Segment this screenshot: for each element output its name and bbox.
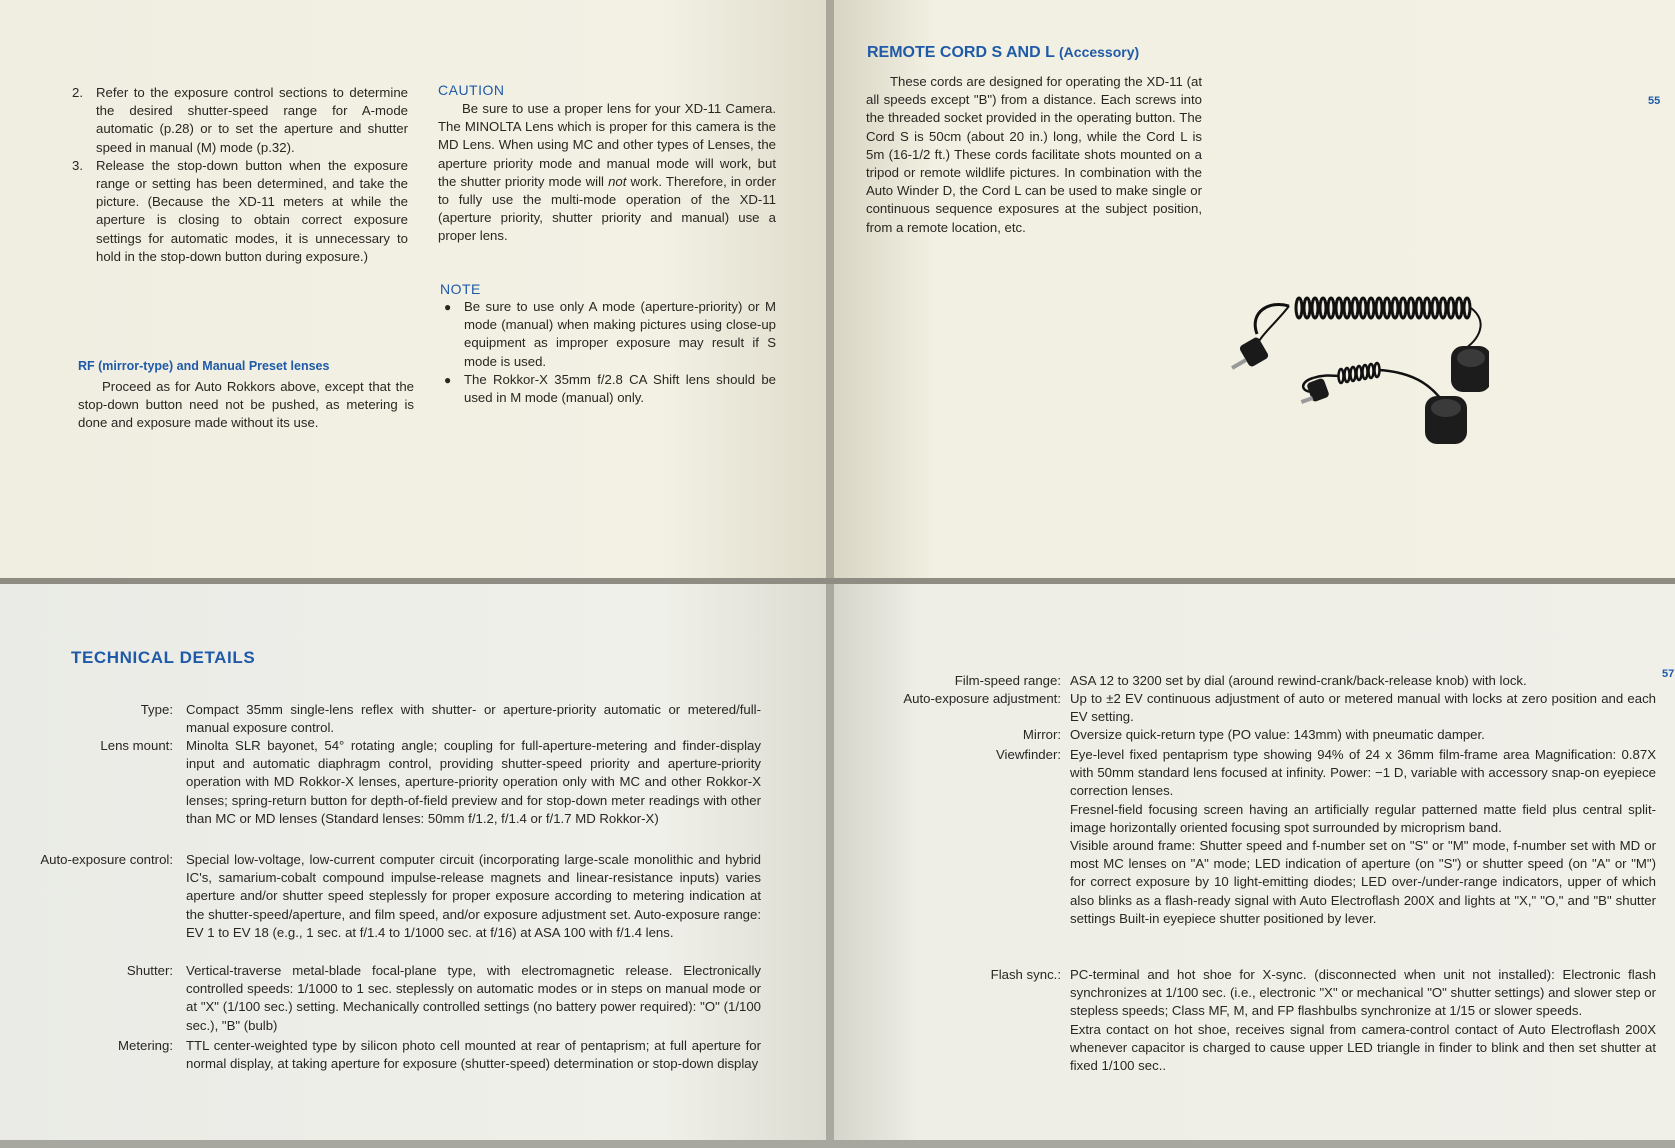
spec-value: TTL center-weighted type by silicon photo cell mounted at rear of pentaprism; at full aperture for normal display, at taking aperture for exposure (shutter-speed) determination or stop-down display	[186, 1038, 761, 1072]
spec-label: Auto-exposure control:	[40, 852, 173, 867]
spec-value: ASA 12 to 3200 set by dial (around rewind-crank/back-release knob) with lock.	[1070, 673, 1527, 688]
spec-value: PC-terminal and hot shoe for X-sync. (disconnected when unit not installed): Electronic flash synchronizes at 1/100 sec. (i.e., electronic "X" or mechanical "O" shutter settings) and slower step or stepless speeds; Class MF, M, and FP flashbulbs synchronize at 1/15 or slower speeds. Extra contact on hot shoe, receives signal from camera-control contact of Auto Electroflash 200X whenever capacitor is charged to cause upper LED triangle in finder to blink and then set shutter at fixed 1/100 sec..	[1070, 967, 1656, 1074]
spec-label: Metering:	[118, 1038, 173, 1053]
spec-label: Type:	[140, 702, 173, 717]
note-list	[440, 298, 776, 407]
list-item: 2. Refer to the exposure control sections to determine the desired shutter-speed range for A-mode automatic (p.28) or to set the aperture and shutter speed in manual (M) mode (p.32).	[72, 85, 408, 155]
spec-label: Viewfinder:	[996, 747, 1061, 762]
spec-value: Oversize quick-return type (PO value: 143mm) with pneumatic damper.	[1070, 727, 1485, 742]
spec-row-flash-sync	[834, 966, 1656, 1075]
spec-label: Film-speed range:	[954, 673, 1061, 688]
remote-cord-illustration	[1229, 292, 1489, 482]
spec-row-viewfinder	[834, 746, 1656, 928]
spec-row-metering	[0, 1037, 761, 1073]
spec-row-shutter	[0, 962, 761, 1035]
page-bottom-right	[834, 584, 1675, 1148]
spec-row-mirror	[834, 726, 1656, 744]
caution-body: Be sure to use a proper lens for your XD-11 Camera. The MINOLTA Lens which is proper for this camera is the MD Lens. When using MC and other types of Lenses, the aperture priority mode and manual mode will work, but the shutter priority mode will not work. Therefore, in order to fully use the multi-mode operation of the XD-11 (aperture priority, shutter priority and manual) use a proper lens.	[438, 101, 776, 244]
coil-cord-l	[1253, 298, 1481, 352]
step-text: Release the stop-down button when the exposure range or setting has been determined, and take the picture. (Because the XD-11 meters at while the aperture is closing to obtain correct exposure settings for automatic modes, it is unnecessary to hold in the stop-down button during exposure.)	[96, 157, 408, 264]
bullet-icon: ●	[444, 300, 452, 314]
rf-lenses-body: Proceed as for Auto Rokkors above, except that the stop-down button need not be pushed, as metering is done and exposure made without its use.	[78, 379, 414, 431]
page-bottom-left	[0, 584, 826, 1148]
release-button-icon	[1425, 396, 1467, 444]
spec-label: Lens mount:	[100, 738, 173, 753]
spec-row-type	[0, 701, 761, 737]
list-item: 3. Release the stop-down button when the exposure range or setting has been determined, and take the picture. (Because the XD-11 meters at while the aperture is closing to obtain correct exposure settings for automatic modes, it is unnecessary to hold in the stop-down button during exposure.)	[72, 157, 408, 264]
list-item: ● The Rokkor-X 35mm f/2.8 CA Shift lens should be used in M mode (manual) only.	[444, 371, 776, 406]
note-heading: NOTE	[440, 281, 481, 297]
rf-lenses-heading: RF (mirror-type) and Manual Preset lenses	[78, 359, 330, 373]
spec-label: Auto-exposure adjustment:	[903, 691, 1061, 706]
technical-details-heading: TECHNICAL DETAILS	[71, 648, 256, 667]
spec-value: Special low-voltage, low-current computer circuit (incorporating large-scale monolithic and hybrid IC's, samarium-cobalt compound impulse-release magnets and linear-resistance inputs) varies aperture and/or shutter speed steplessly for proper exposure according to metering indication at the shutter-speed/aperture, and film speed, and/or exposure adjustment set. Auto-exposure range: EV 1 to EV 18 (e.g., 1 sec. at f/1.4 to 1/1000 sec. at f/16) at ASA 100 with f/1.4 lens.	[186, 852, 761, 940]
spec-value: Compact 35mm single-lens reflex with shutter- or aperture-priority automatic or metered/full-manual exposure control.	[186, 702, 761, 736]
list-item: ● Be sure to use only A mode (aperture-priority) or M mode (manual) when making pictures using close-up equipment as improper exposure may result if S mode is used.	[444, 299, 776, 369]
caution-heading: CAUTION	[438, 82, 505, 98]
release-button-icon	[1451, 346, 1489, 392]
spec-value: Minolta SLR bayonet, 54° rotating angle; coupling for full-aperture-metering and finder-display input and automatic diaphragm control, providing shutter-speed priority and aperture-priority operation with MD Rokkor-X lenses, aperture-priority operation only with MC and other Rokkor-X lenses; spring-return button for depth-of-field preview and for stop-down meter readings with other than MC or MD lenses (Standard lenses: 50mm f/1.2, f/1.4 or f/1.7 MD Rokkor-X)	[186, 738, 761, 826]
page-number: 55	[1648, 95, 1661, 107]
spec-row-film-speed	[834, 672, 1656, 690]
spec-row-lens-mount	[0, 737, 761, 828]
scan-bottom-edge	[0, 1140, 1675, 1148]
step-text: Refer to the exposure control sections to determine the desired shutter-speed range for A-mode automatic (p.28) or to set the aperture and shutter speed in manual (M) mode (p.32).	[96, 85, 408, 155]
page-top-left	[0, 0, 826, 578]
spec-label: Flash sync.:	[990, 967, 1061, 982]
remote-cord-body: These cords are designed for operating the XD-11 (at all speeds except "B") from a distance. Each screws into the threaded socket provided in the operating button. The Cord S is 50cm (about 20 in.) long, while the Cord L is 5m (16-1/2 ft.) These cords facilitate shots mounted on a tripod or remote wildlife pictures. In combination with the Auto Winder D, the Cord L can be used to make single or continuous sequence exposures at the subject position, from a remote location, etc.	[866, 74, 1202, 235]
spec-label: Mirror:	[1022, 727, 1061, 742]
spec-value: Up to ±2 EV continuous adjustment of auto or metered manual with locks at zero position and each EV setting.	[1070, 691, 1656, 725]
binding-spine	[826, 584, 834, 1148]
spec-value: Eye-level fixed pentaprism type showing 94% of 24 x 36mm film-frame area Magnification: 0.87X with 50mm standard lens focused at infinity. Power: −1 D, variable with accessory snap-on eyepiece correction lenses. Fresnel-field focusing screen having an artificially regular patterned matte field plus central split-image horizontally oriented focusing spot surrounded by microprism band. Visible around frame: Shutter speed and f-number set on "S" or "M" mode, f-number set with MD or most MC lenses on "A" mode; LED indication of aperture (on "S") or shutter speed (on "A" or "M") for correct exposure by 10 light-emitting diodes; LED over-/under-range indicators, upper of which also blinks as a flash-ready signal with Auto Electroflash 200X and lights at "X," "O," and "B" shutter settings Built-in eyepiece shutter positioned by lever.	[1070, 747, 1656, 926]
binding-spine	[826, 0, 834, 578]
remote-cord-heading: REMOTE CORD S AND L (Accessory)	[867, 44, 1140, 61]
page-number: 57	[1662, 668, 1675, 680]
bullet-icon: ●	[444, 372, 452, 387]
plug-icon	[1231, 336, 1269, 370]
spec-value: Vertical-traverse metal-blade focal-plane type, with electromagnetic release. Electronically controlled speeds: 1/1000 to 1 sec. steplessly on automatic modes or in steps on manual mode or at "X" (1/100 sec.) setting. Mechanically controlled settings (no battery power required): "O" (1/100 sec.), "B" (bulb)	[186, 963, 761, 1033]
spec-row-auto-exposure	[0, 851, 761, 942]
spec-label: Shutter:	[126, 963, 173, 978]
page-top-right	[834, 0, 1675, 578]
spec-row-auto-exposure-adjustment	[834, 690, 1656, 726]
steps-list	[72, 84, 408, 266]
